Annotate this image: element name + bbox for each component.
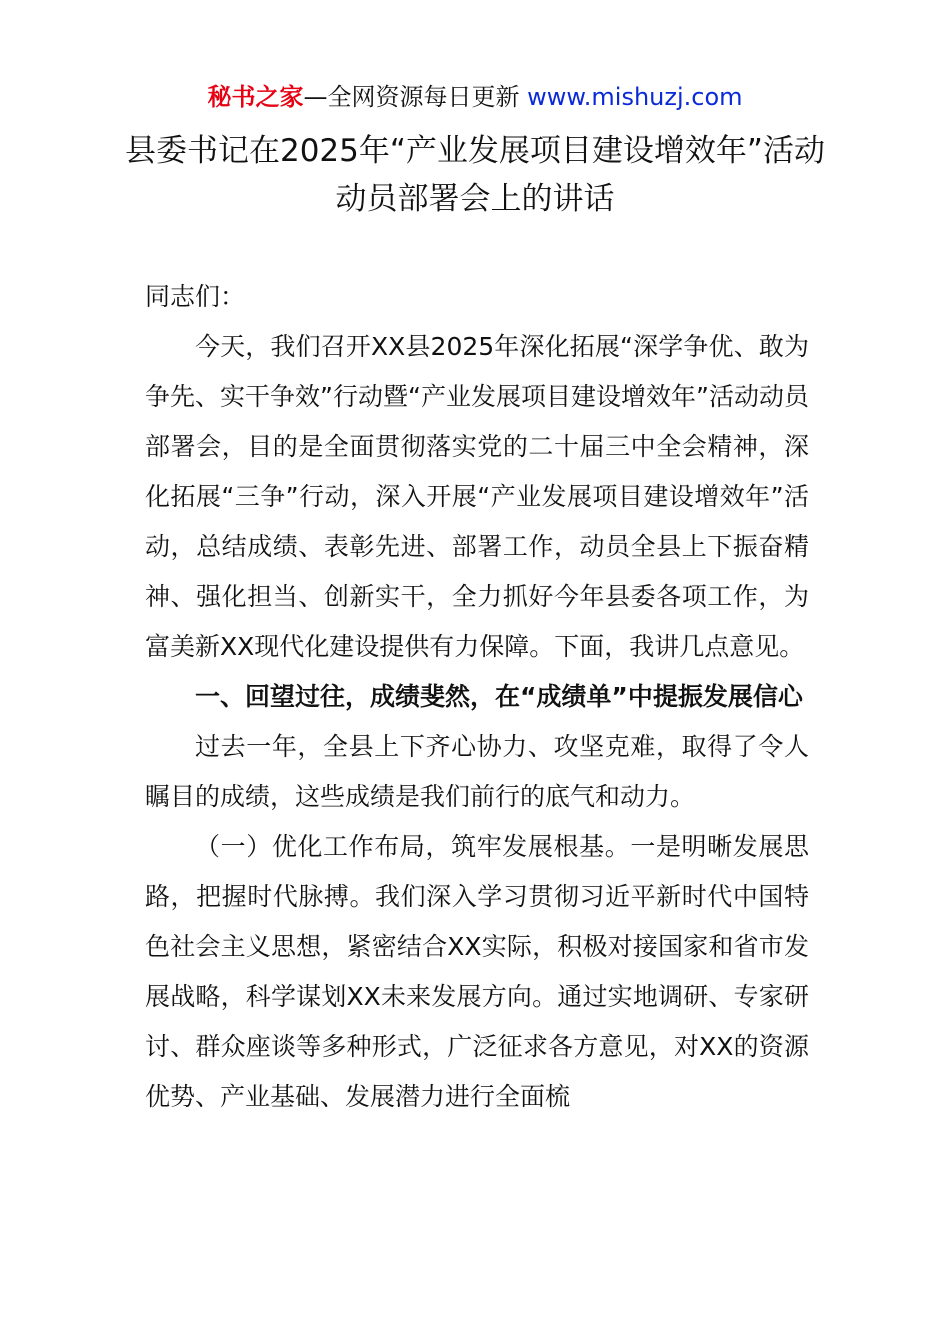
document-body: [145, 272, 809, 1122]
brand-name: 秘书之家: [207, 83, 304, 111]
site-url-link[interactable]: www.mishuzj.com: [527, 83, 743, 111]
site-header: [0, 80, 950, 114]
greeting: 同志们：: [145, 282, 246, 311]
paragraph-review: 过去一年，全县上下齐心协力、攻坚克难，取得了令人瞩目的成绩，这些成绩是我们前行的底气和动力。: [145, 732, 809, 811]
header-slogan: —全网资源每日更新: [303, 83, 528, 111]
section-heading-1: 一、回望过往，成绩斐然，在“成绩单”中提振发展信心: [195, 682, 803, 711]
paragraph-subsection-1: （一）优化工作布局，筑牢发展根基。一是明晰发展思路，把握时代脉搏。我们深入学习贯彻习近平新时代中国特色社会主义思想，紧密结合XX实际，积极对接国家和省市发展战略，科学谋划XX未来发展方向。通过实地调研、专家研讨、群众座谈等多种形式，广泛征求各方意见，对XX的资源优势、产业基础、发展潜力进行全面梳: [145, 832, 809, 1111]
document-title: 县委书记在2025年“产业发展项目建设增效年”活动动员部署会上的讲话: [124, 133, 825, 217]
paragraph-intro: 今天，我们召开XX县2025年深化拓展“深学争优、敢为争先、实干争效”行动暨“产业发展项目建设增效年”活动动员部署会，目的是全面贯彻落实党的二十届三中全会精神，深化拓展“三争”行动，深入开展“产业发展项目建设增效年”活动，总结成绩、表彰先进、部署工作，动员全县上下振奋精神、强化担当、创新实干，全力抓好今年县委各项工作，为富美新XX现代化建设提供有力保障。下面，我讲几点意见。: [145, 332, 809, 661]
